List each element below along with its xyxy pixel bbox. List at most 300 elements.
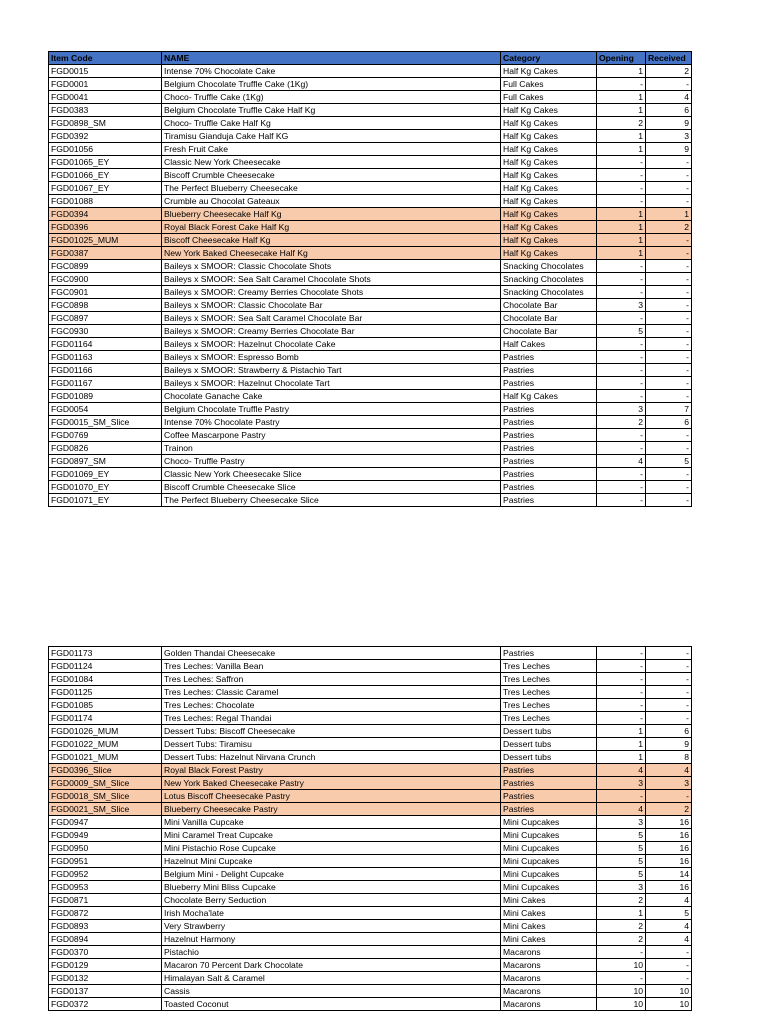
cell-received: -: [646, 647, 692, 660]
cell-category: Half Kg Cakes: [501, 182, 597, 195]
cell-code: FGD0950: [49, 842, 162, 855]
cell-name: Fresh Fruit Cake: [162, 143, 501, 156]
table-row: [49, 673, 692, 686]
table-row: [49, 738, 692, 751]
cell-opening: -: [597, 468, 646, 481]
table-row: [49, 442, 692, 455]
table-row: [49, 429, 692, 442]
cell-name: Blueberry Cheesecake Half Kg: [162, 208, 501, 221]
cell-name: Baileys x SMOOR: Strawberry & Pistachio Tart: [162, 364, 501, 377]
cell-opening: -: [597, 273, 646, 286]
cell-category: Pastries: [501, 429, 597, 442]
cell-name: Biscoff Cheesecake Half Kg: [162, 234, 501, 247]
table-row: [49, 299, 692, 312]
cell-opening: 1: [597, 234, 646, 247]
cell-code: FGC0898: [49, 299, 162, 312]
cell-category: Half Kg Cakes: [501, 390, 597, 403]
cell-opening: -: [597, 169, 646, 182]
cell-name: New York Baked Cheesecake Pastry: [162, 777, 501, 790]
cell-code: FGD0015_SM_Slice: [49, 416, 162, 429]
cell-opening: -: [597, 712, 646, 725]
table-row: [49, 364, 692, 377]
cell-name: Choco- Truffle Pastry: [162, 455, 501, 468]
cell-name: Belgium Mini - Delight Cupcake: [162, 868, 501, 881]
cell-received: 5: [646, 455, 692, 468]
cell-code: FGD0129: [49, 959, 162, 972]
cell-code: FGD0949: [49, 829, 162, 842]
table-row: [49, 842, 692, 855]
cell-opening: -: [597, 260, 646, 273]
table-row: [49, 468, 692, 481]
cell-category: Half Kg Cakes: [501, 208, 597, 221]
cell-opening: -: [597, 182, 646, 195]
cell-received: 16: [646, 881, 692, 894]
cell-name: Choco- Truffle Cake Half Kg: [162, 117, 501, 130]
cell-name: Belgium Chocolate Truffle Cake (1Kg): [162, 78, 501, 91]
table-row: [49, 660, 692, 673]
cell-code: FGD01025_MUM: [49, 234, 162, 247]
cell-name: Tres Leches: Saffron: [162, 673, 501, 686]
cell-name: Mini Vanilla Cupcake: [162, 816, 501, 829]
table-row: [49, 78, 692, 91]
cell-received: 1: [646, 208, 692, 221]
header-opening: Opening: [597, 52, 646, 65]
cell-category: Macarons: [501, 998, 597, 1011]
cell-category: Full Cakes: [501, 78, 597, 91]
cell-name: Tres Leches: Chocolate: [162, 699, 501, 712]
table-row: [49, 920, 692, 933]
table-row: [49, 946, 692, 959]
table-row: [49, 751, 692, 764]
cell-code: FGD0015: [49, 65, 162, 78]
cell-category: Half Kg Cakes: [501, 234, 597, 247]
cell-code: FGD01166: [49, 364, 162, 377]
table-row: [49, 169, 692, 182]
cell-opening: 10: [597, 985, 646, 998]
cell-code: FGC0897: [49, 312, 162, 325]
inventory-table-2: [48, 646, 692, 1011]
cell-code: FGD01125: [49, 686, 162, 699]
cell-received: 2: [646, 65, 692, 78]
header-item-code: Item Code: [49, 52, 162, 65]
cell-name: Mini Caramel Treat Cupcake: [162, 829, 501, 842]
cell-code: FGD01088: [49, 195, 162, 208]
cell-name: Tiramisu Gianduja Cake Half KG: [162, 130, 501, 143]
cell-name: Baileys x SMOOR: Sea Salt Caramel Chocolate Shots: [162, 273, 501, 286]
cell-name: Baileys x SMOOR: Sea Salt Caramel Chocolate Bar: [162, 312, 501, 325]
cell-code: FGD0897_SM: [49, 455, 162, 468]
table-row: [49, 325, 692, 338]
cell-code: FGD0396: [49, 221, 162, 234]
cell-opening: 1: [597, 104, 646, 117]
cell-category: Half Kg Cakes: [501, 143, 597, 156]
cell-code: FGD0009_SM_Slice: [49, 777, 162, 790]
cell-name: Tres Leches: Classic Caramel: [162, 686, 501, 699]
cell-received: -: [646, 972, 692, 985]
cell-received: -: [646, 390, 692, 403]
cell-category: Macarons: [501, 972, 597, 985]
cell-name: Baileys x SMOOR: Classic Chocolate Bar: [162, 299, 501, 312]
cell-code: FGD01085: [49, 699, 162, 712]
cell-code: FGD0826: [49, 442, 162, 455]
cell-category: Pastries: [501, 442, 597, 455]
cell-category: Mini Cupcakes: [501, 816, 597, 829]
cell-category: Tres Leches: [501, 712, 597, 725]
cell-opening: 3: [597, 881, 646, 894]
cell-code: FGD0952: [49, 868, 162, 881]
cell-code: FGD0872: [49, 907, 162, 920]
cell-received: -: [646, 494, 692, 507]
table-row: [49, 403, 692, 416]
cell-name: Baileys x SMOOR: Hazelnut Chocolate Cake: [162, 338, 501, 351]
cell-received: -: [646, 247, 692, 260]
cell-code: FGD01070_EY: [49, 481, 162, 494]
cell-category: Mini Cupcakes: [501, 881, 597, 894]
cell-category: Snacking Chocolates: [501, 260, 597, 273]
cell-received: -: [646, 325, 692, 338]
cell-code: FGD0947: [49, 816, 162, 829]
table-row: [49, 65, 692, 78]
cell-name: Irish Mocha'late: [162, 907, 501, 920]
cell-opening: 5: [597, 855, 646, 868]
cell-received: -: [646, 481, 692, 494]
cell-category: Mini Cupcakes: [501, 842, 597, 855]
cell-received: -: [646, 442, 692, 455]
cell-category: Mini Cakes: [501, 907, 597, 920]
cell-opening: -: [597, 195, 646, 208]
cell-code: FGD0383: [49, 104, 162, 117]
table-row: [49, 286, 692, 299]
cell-received: -: [646, 364, 692, 377]
cell-opening: -: [597, 156, 646, 169]
cell-received: 8: [646, 751, 692, 764]
cell-opening: 5: [597, 868, 646, 881]
cell-received: 10: [646, 998, 692, 1011]
cell-category: Mini Cupcakes: [501, 868, 597, 881]
cell-code: FGD01065_EY: [49, 156, 162, 169]
cell-name: Hazelnut Mini Cupcake: [162, 855, 501, 868]
cell-opening: 5: [597, 325, 646, 338]
cell-category: Pastries: [501, 364, 597, 377]
cell-received: -: [646, 286, 692, 299]
cell-opening: 1: [597, 738, 646, 751]
cell-name: Lotus Biscoff Cheesecake Pastry: [162, 790, 501, 803]
cell-opening: 1: [597, 130, 646, 143]
cell-opening: 4: [597, 455, 646, 468]
table-row: [49, 855, 692, 868]
cell-name: Pistachio: [162, 946, 501, 959]
cell-code: FGD0132: [49, 972, 162, 985]
table-row: [49, 247, 692, 260]
cell-category: Snacking Chocolates: [501, 273, 597, 286]
cell-code: FGD01069_EY: [49, 468, 162, 481]
cell-received: -: [646, 351, 692, 364]
table-row: [49, 712, 692, 725]
cell-opening: 3: [597, 403, 646, 416]
cell-category: Pastries: [501, 416, 597, 429]
cell-name: Macaron 70 Percent Dark Chocolate: [162, 959, 501, 972]
cell-code: FGD0894: [49, 933, 162, 946]
cell-opening: 1: [597, 65, 646, 78]
table-row: [49, 338, 692, 351]
cell-received: -: [646, 712, 692, 725]
cell-code: FGC0900: [49, 273, 162, 286]
cell-category: Half Kg Cakes: [501, 117, 597, 130]
cell-code: FGD0396_Slice: [49, 764, 162, 777]
cell-received: 16: [646, 855, 692, 868]
cell-category: Pastries: [501, 790, 597, 803]
cell-opening: -: [597, 946, 646, 959]
cell-category: Half Kg Cakes: [501, 156, 597, 169]
table-row: [49, 312, 692, 325]
cell-received: 5: [646, 907, 692, 920]
table-row: [49, 699, 692, 712]
cell-received: 10: [646, 985, 692, 998]
cell-name: Classic New York Cheesecake Slice: [162, 468, 501, 481]
cell-received: -: [646, 338, 692, 351]
cell-name: Mini Pistachio Rose Cupcake: [162, 842, 501, 855]
cell-category: Mini Cupcakes: [501, 829, 597, 842]
cell-code: FGD0054: [49, 403, 162, 416]
cell-received: -: [646, 156, 692, 169]
cell-code: FGD01066_EY: [49, 169, 162, 182]
cell-opening: -: [597, 647, 646, 660]
cell-received: -: [646, 260, 692, 273]
cell-code: FGD0001: [49, 78, 162, 91]
table-row: [49, 195, 692, 208]
cell-code: FGD01067_EY: [49, 182, 162, 195]
cell-category: Full Cakes: [501, 91, 597, 104]
cell-name: Dessert Tubs: Biscoff Cheesecake: [162, 725, 501, 738]
cell-category: Half Kg Cakes: [501, 221, 597, 234]
cell-opening: -: [597, 442, 646, 455]
cell-category: Macarons: [501, 985, 597, 998]
cell-opening: 2: [597, 894, 646, 907]
cell-code: FGD0137: [49, 985, 162, 998]
cell-code: FGD0041: [49, 91, 162, 104]
cell-received: 4: [646, 933, 692, 946]
cell-received: 4: [646, 894, 692, 907]
cell-code: FGD0951: [49, 855, 162, 868]
table-row: [49, 998, 692, 1011]
cell-category: Pastries: [501, 403, 597, 416]
cell-category: Tres Leches: [501, 660, 597, 673]
table-row: [49, 130, 692, 143]
cell-category: Chocolate Bar: [501, 312, 597, 325]
table-row: [49, 104, 692, 117]
cell-opening: 1: [597, 907, 646, 920]
cell-received: -: [646, 429, 692, 442]
cell-name: Classic New York Cheesecake: [162, 156, 501, 169]
cell-name: Dessert Tubs: Tiramisu: [162, 738, 501, 751]
cell-opening: -: [597, 699, 646, 712]
cell-code: FGD0372: [49, 998, 162, 1011]
cell-opening: 1: [597, 143, 646, 156]
table-row: [49, 972, 692, 985]
cell-name: Blueberry Cheesecake Pastry: [162, 803, 501, 816]
cell-code: FGD0387: [49, 247, 162, 260]
cell-name: Crumble au Chocolat Gateaux: [162, 195, 501, 208]
cell-opening: -: [597, 312, 646, 325]
cell-opening: 4: [597, 764, 646, 777]
cell-name: Golden Thandai Cheesecake: [162, 647, 501, 660]
cell-category: Macarons: [501, 946, 597, 959]
cell-name: Dessert Tubs: Hazelnut Nirvana Crunch: [162, 751, 501, 764]
cell-name: Belgium Chocolate Truffle Cake Half Kg: [162, 104, 501, 117]
cell-received: -: [646, 946, 692, 959]
cell-opening: 2: [597, 933, 646, 946]
cell-name: Blueberry Mini Bliss Cupcake: [162, 881, 501, 894]
cell-category: Mini Cakes: [501, 894, 597, 907]
cell-received: 16: [646, 842, 692, 855]
table-row: [49, 790, 692, 803]
header-row: [49, 52, 692, 65]
cell-name: Very Strawberry: [162, 920, 501, 933]
cell-received: 6: [646, 725, 692, 738]
cell-opening: 10: [597, 959, 646, 972]
cell-code: FGD0021_SM_Slice: [49, 803, 162, 816]
cell-name: New York Baked Cheesecake Half Kg: [162, 247, 501, 260]
cell-received: 4: [646, 764, 692, 777]
table-row: [49, 868, 692, 881]
table-row: [49, 416, 692, 429]
cell-name: Coffee Mascarpone Pastry: [162, 429, 501, 442]
table-row: [49, 377, 692, 390]
cell-received: -: [646, 686, 692, 699]
cell-received: 16: [646, 829, 692, 842]
table-row: [49, 260, 692, 273]
cell-opening: -: [597, 364, 646, 377]
cell-opening: 3: [597, 816, 646, 829]
cell-received: 9: [646, 117, 692, 130]
cell-category: Half Kg Cakes: [501, 65, 597, 78]
cell-name: Belgium Chocolate Truffle Pastry: [162, 403, 501, 416]
cell-category: Mini Cakes: [501, 920, 597, 933]
cell-received: 2: [646, 803, 692, 816]
cell-name: Intense 70% Chocolate Cake: [162, 65, 501, 78]
cell-category: Macarons: [501, 959, 597, 972]
cell-code: FGD0898_SM: [49, 117, 162, 130]
cell-received: -: [646, 182, 692, 195]
cell-opening: -: [597, 972, 646, 985]
cell-name: Tres Leches: Vanilla Bean: [162, 660, 501, 673]
cell-name: Royal Black Forest Cake Half Kg: [162, 221, 501, 234]
cell-received: -: [646, 312, 692, 325]
cell-category: Pastries: [501, 455, 597, 468]
cell-received: -: [646, 673, 692, 686]
cell-received: -: [646, 699, 692, 712]
cell-category: Pastries: [501, 351, 597, 364]
cell-code: FGD01124: [49, 660, 162, 673]
cell-name: Baileys x SMOOR: Espresso Bomb: [162, 351, 501, 364]
cell-opening: -: [597, 494, 646, 507]
cell-opening: -: [597, 390, 646, 403]
cell-opening: -: [597, 673, 646, 686]
table-row: [49, 894, 692, 907]
table-row: [49, 494, 692, 507]
table-row: [49, 143, 692, 156]
table-row: [49, 221, 692, 234]
cell-category: Half Cakes: [501, 338, 597, 351]
cell-name: Royal Black Forest Pastry: [162, 764, 501, 777]
cell-category: Chocolate Bar: [501, 299, 597, 312]
cell-category: Snacking Chocolates: [501, 286, 597, 299]
table-row: [49, 234, 692, 247]
cell-category: Chocolate Bar: [501, 325, 597, 338]
cell-received: -: [646, 273, 692, 286]
table-row: [49, 725, 692, 738]
cell-opening: -: [597, 429, 646, 442]
cell-category: Half Kg Cakes: [501, 130, 597, 143]
header-received: Received: [646, 52, 692, 65]
cell-received: -: [646, 959, 692, 972]
table-row: [49, 803, 692, 816]
table-row: [49, 686, 692, 699]
cell-received: -: [646, 790, 692, 803]
table-row: [49, 455, 692, 468]
cell-opening: -: [597, 790, 646, 803]
cell-category: Dessert tubs: [501, 725, 597, 738]
cell-received: -: [646, 377, 692, 390]
cell-opening: -: [597, 686, 646, 699]
cell-opening: 2: [597, 416, 646, 429]
cell-name: Tres Leches: Regal Thandai: [162, 712, 501, 725]
cell-received: -: [646, 299, 692, 312]
cell-category: Tres Leches: [501, 699, 597, 712]
cell-name: The Perfect Blueberry Cheesecake: [162, 182, 501, 195]
cell-name: Biscoff Crumble Cheesecake: [162, 169, 501, 182]
cell-code: FGD01167: [49, 377, 162, 390]
cell-received: 3: [646, 777, 692, 790]
cell-opening: 10: [597, 998, 646, 1011]
table-row: [49, 481, 692, 494]
cell-category: Pastries: [501, 494, 597, 507]
table-row: [49, 816, 692, 829]
table-row: [49, 273, 692, 286]
cell-code: FGD0018_SM_Slice: [49, 790, 162, 803]
cell-received: 4: [646, 920, 692, 933]
cell-name: Baileys x SMOOR: Classic Chocolate Shots: [162, 260, 501, 273]
cell-name: Chocolate Berry Seduction: [162, 894, 501, 907]
table-row: [49, 156, 692, 169]
cell-code: FGD01089: [49, 390, 162, 403]
cell-opening: 1: [597, 725, 646, 738]
cell-name: Baileys x SMOOR: Creamy Berries Chocolate Shots: [162, 286, 501, 299]
cell-category: Half Kg Cakes: [501, 104, 597, 117]
cell-received: -: [646, 468, 692, 481]
cell-name: Chocolate Ganache Cake: [162, 390, 501, 403]
cell-name: Baileys x SMOOR: Creamy Berries Chocolate Bar: [162, 325, 501, 338]
cell-received: -: [646, 234, 692, 247]
cell-received: 14: [646, 868, 692, 881]
cell-opening: -: [597, 338, 646, 351]
cell-code: FGD0871: [49, 894, 162, 907]
header-category: Category: [501, 52, 597, 65]
cell-code: FGD0769: [49, 429, 162, 442]
cell-opening: -: [597, 351, 646, 364]
cell-received: -: [646, 78, 692, 91]
cell-category: Half Kg Cakes: [501, 169, 597, 182]
cell-code: FGC0899: [49, 260, 162, 273]
cell-opening: -: [597, 377, 646, 390]
cell-category: Mini Cupcakes: [501, 855, 597, 868]
cell-category: Half Kg Cakes: [501, 247, 597, 260]
cell-received: 7: [646, 403, 692, 416]
cell-code: FGD01022_MUM: [49, 738, 162, 751]
cell-code: FGD01056: [49, 143, 162, 156]
cell-received: 9: [646, 143, 692, 156]
table-row: [49, 777, 692, 790]
